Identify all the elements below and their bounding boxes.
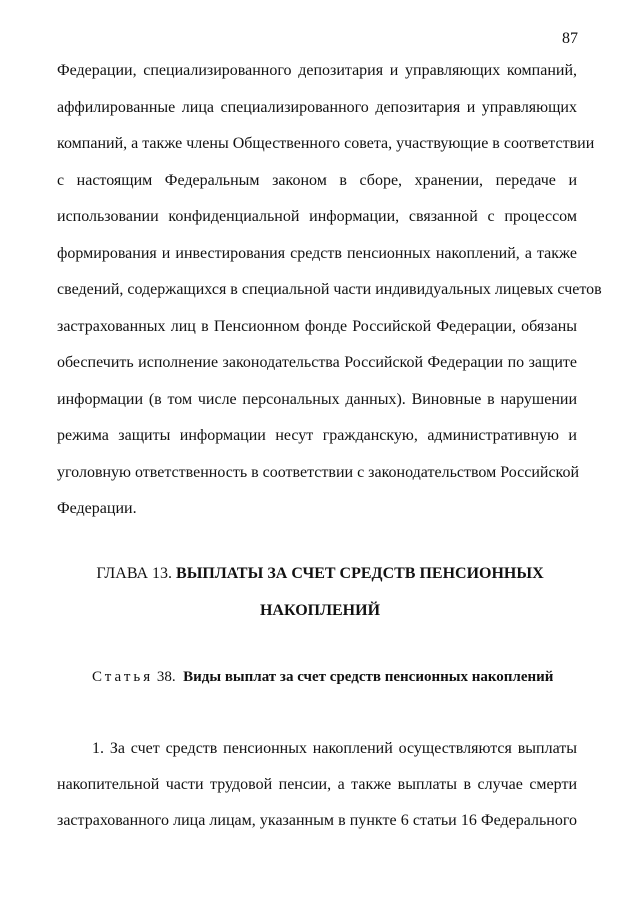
article-text-line: застрахованного лица лицам, указанным в пункте 6 статьи 16 Федерального	[57, 812, 577, 829]
paragraph-line: компаний, а также члены Общественного совета, участвующие в соответствии	[57, 135, 595, 152]
paragraph-line: Федерации.	[57, 500, 137, 517]
chapter-prefix: ГЛАВА 13.	[96, 565, 173, 582]
paragraph-line: аффилированные лица специализированного депозитария и управляющих	[57, 99, 577, 116]
chapter-title-line2: НАКОПЛЕНИЙ	[259, 602, 381, 619]
page-number: 87	[562, 30, 578, 47]
paragraph-line: сведений, содержащихся в специальной части индивидуальных лицевых счетов	[57, 281, 602, 298]
article-number: 38.	[156, 669, 176, 685]
article-text-line: 1. За счет средств пенсионных накоплений осуществляются выплаты	[92, 740, 577, 757]
chapter-heading-continued	[0, 601, 640, 621]
article-title: Виды выплат за счет средств пенсионных накоплений	[183, 669, 554, 685]
paragraph-line: информации (в том числе персональных данных). Виновные в нарушении	[57, 391, 577, 408]
paragraph-line: с настоящим Федеральным законом в сборе, хранении, передаче и	[57, 172, 577, 189]
chapter-heading	[0, 564, 640, 584]
article-text-line: накопительной части трудовой пенсии, а также выплаты в случае смерти	[57, 776, 577, 793]
paragraph-line: использовании конфиденциальной информации, связанной с процессом	[57, 208, 577, 225]
paragraph-line: формирования и инвестирования средств пенсионных накоплений, а также	[57, 245, 577, 262]
paragraph-line: застрахованных лиц в Пенсионном фонде Российской Федерации, обязаны	[57, 318, 577, 335]
article-heading	[92, 667, 592, 687]
article-word: Статья	[92, 669, 154, 685]
paragraph-line: обеспечить исполнение законодательства Российской Федерации по защите	[57, 354, 577, 371]
paragraph-line: уголовную ответственность в соответствии с законодательством Российской	[57, 464, 580, 481]
paragraph-line: Федерации, специализированного депозитария и управляющих компаний,	[57, 62, 577, 79]
paragraph-line: режима защиты информации несут гражданскую, административную и	[57, 427, 577, 444]
chapter-title-line1: ВЫПЛАТЫ ЗА СЧЕТ СРЕДСТВ ПЕНСИОННЫХ	[176, 565, 544, 582]
